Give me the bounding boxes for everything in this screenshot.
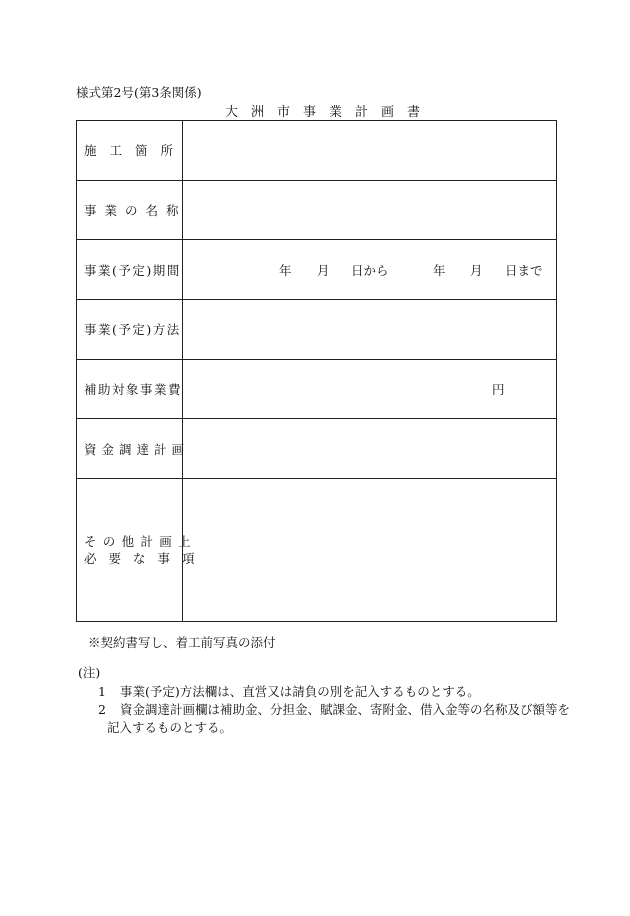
field-funding[interactable] <box>183 419 557 479</box>
label-period: 事業(予定)期間 <box>84 262 181 278</box>
period-day-from: 日から <box>351 262 389 278</box>
label-funding: 資金調達計画 <box>84 441 190 457</box>
period-month-start: 月 <box>317 262 330 278</box>
field-project-name[interactable] <box>183 180 557 240</box>
form-number: 様式第2号(第3条関係) <box>76 85 202 100</box>
label-other-line1: その他計画上 <box>84 534 197 550</box>
label-project-name: 事業の名称 <box>84 203 187 219</box>
label-cell-other <box>77 479 207 622</box>
label-cell-project-name <box>77 180 187 240</box>
row-method <box>77 300 557 360</box>
row-period <box>77 240 557 300</box>
label-other-line2: 必要な事項 <box>84 551 207 567</box>
period-fields <box>183 240 556 299</box>
row-cost <box>77 359 557 419</box>
note-number-1: 1 <box>98 684 106 699</box>
field-location[interactable] <box>183 121 557 181</box>
row-project-name <box>77 180 557 240</box>
field-cost[interactable] <box>183 359 557 419</box>
period-day-to: 日まで <box>505 262 543 278</box>
attachment-note: ※契約書写し、着工前写真の添付 <box>88 635 276 650</box>
field-method[interactable] <box>183 300 557 360</box>
document-title: 大洲市事業計画書 <box>224 105 433 120</box>
row-funding <box>77 419 557 479</box>
field-other[interactable] <box>183 479 557 622</box>
note-item-2-continuation: 記入するものとする。 <box>107 720 233 735</box>
note-text-1: 事業(予定)方法欄は、直営又は請負の別を記入するものとする。 <box>120 684 480 699</box>
field-period[interactable] <box>183 240 557 300</box>
period-month-end: 月 <box>470 262 483 278</box>
label-cell-cost <box>77 359 183 419</box>
note-text-2: 資金調達計画欄は補助金、分担金、賦課金、寄附金、借入金等の名称及び額等を <box>120 702 571 717</box>
label-cell-period <box>77 240 183 300</box>
row-location <box>77 121 557 181</box>
label-location: 施工箇所 <box>84 143 187 159</box>
notes-heading: (注) <box>78 665 101 680</box>
note-number-2: 2 <box>98 702 106 717</box>
label-method: 事業(予定)方法 <box>84 322 181 338</box>
label-cell-method <box>77 300 183 360</box>
period-year-start: 年 <box>279 262 292 278</box>
project-plan-table <box>76 120 557 622</box>
note-item-1 <box>98 682 480 700</box>
period-year-end: 年 <box>433 262 446 278</box>
label-cell-funding <box>77 419 190 479</box>
note-item-2 <box>98 700 570 718</box>
row-other <box>77 479 557 622</box>
label-cell-location <box>77 121 187 181</box>
label-cost: 補助対象事業費 <box>84 382 183 398</box>
cost-unit-yen: 円 <box>492 382 505 398</box>
